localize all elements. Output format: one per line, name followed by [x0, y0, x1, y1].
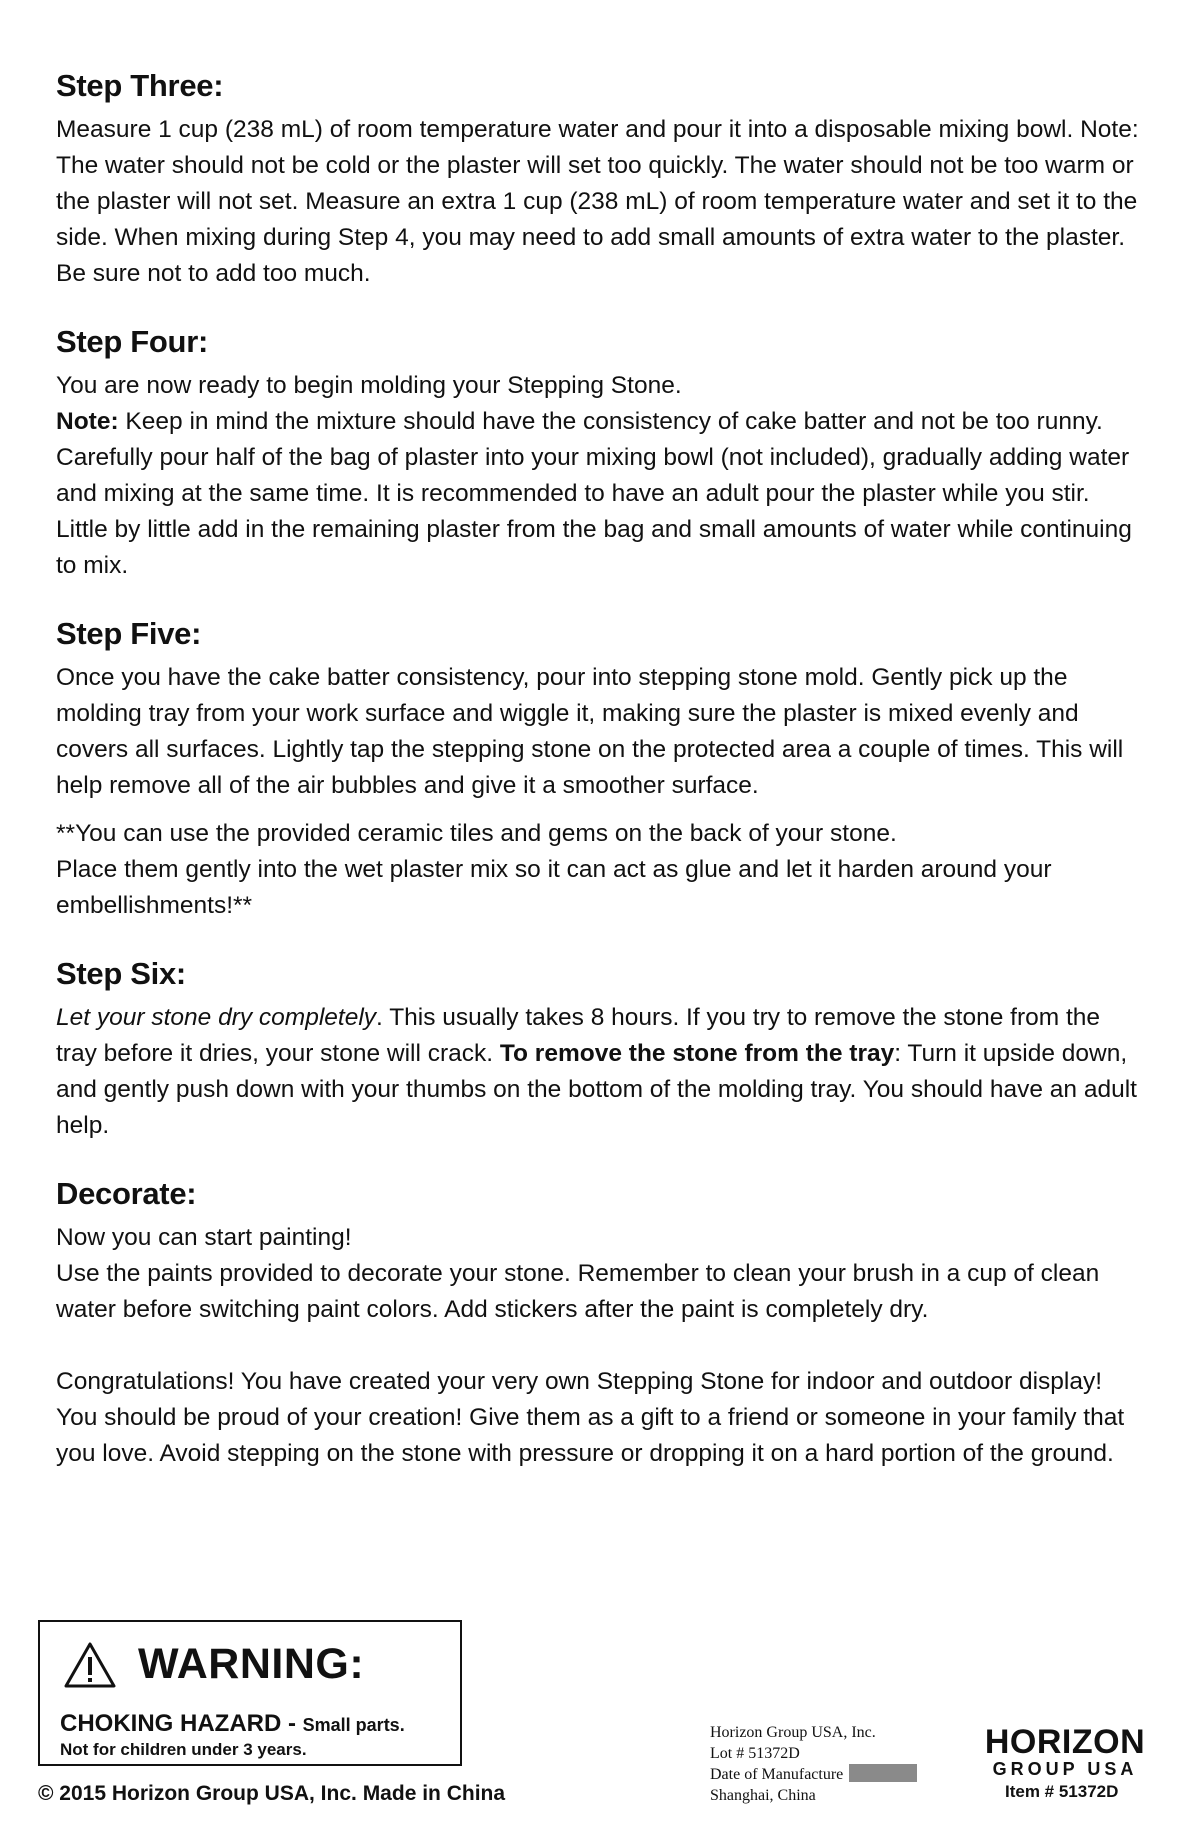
mfr-company: Horizon Group USA, Inc.	[710, 1724, 876, 1741]
decorate-line-1: Now you can start painting!	[56, 1224, 352, 1251]
warning-header	[64, 1640, 364, 1689]
step-five-tip-2: Place them gently into the wet plaster mix so it can act as glue and let it harden around your embellishments!**	[56, 856, 1052, 919]
step-six-text-1: . This usually takes 8 hours. If you try to remove the stone from the tray before it dries, your stone will crack.	[56, 1004, 1101, 1067]
item-number: Item # 51372D	[1005, 1782, 1119, 1801]
step-five-heading: Step Five:	[56, 616, 202, 651]
step-three-section	[56, 66, 1146, 292]
mfr-date-label: Date of Manufacture	[710, 1766, 844, 1783]
step-four-intro: You are now ready to begin molding your Stepping Stone.	[56, 372, 682, 399]
step-five-section	[56, 614, 1146, 924]
mfr-date-row	[710, 1764, 917, 1785]
warning-triangle-icon	[64, 1641, 116, 1689]
note-text: Keep in mind the mixture should have the consistency of cake batter and not be too runny. Carefully pour half of the bag of plaster into your mixing bowl (not included), gradually adding water and mixing at the same time. It is recommended to have an adult pour the plaster while you stir. Little by little add in the remaining plaster from the bag and small amounts of water while continuing to mix.	[56, 408, 1132, 579]
age-warning: Not for children under 3 years.	[60, 1740, 307, 1759]
step-four-heading: Step Four:	[56, 324, 208, 359]
mfr-lot: Lot # 51372D	[710, 1745, 800, 1762]
hazard-text: CHOKING HAZARD -	[60, 1710, 303, 1737]
decorate-heading: Decorate:	[56, 1176, 197, 1211]
decorate-section	[56, 1174, 1146, 1472]
step-four-section	[56, 322, 1146, 584]
logo-main-text: HORIZON	[984, 1723, 1146, 1761]
redacted-date	[849, 1764, 917, 1782]
choking-warning-box	[38, 1620, 462, 1766]
step-five-tip-1: **You can use the provided ceramic tiles and gems on the back of your stone.	[56, 820, 897, 847]
step-six-body	[56, 1000, 1146, 1144]
logo-sub-text: GROUP USA	[992, 1759, 1138, 1779]
step-five-body: Once you have the cake batter consistency, pour into stepping stone mold. Gently pick up the molding tray from your work surface and wiggle it, making sure the plaster is mixed evenly and covers all surfaces. Lightly tap the stepping stone on the protected area a couple of times. This will help remove all of the air bubbles and give it a smoother surface.	[56, 664, 1124, 799]
step-six-text-2: : Turn it upside down, and gently push down with your thumbs on the bottom of the molding tray. You should have an adult help.	[56, 1040, 1137, 1139]
decorate-line-2: Use the paints provided to decorate your stone. Remember to clean your brush in a cup of clean water before switching paint colors. Add stickers after the paint is completely dry.	[56, 1260, 1100, 1323]
dry-emphasis: Let your stone dry completely	[56, 1004, 377, 1031]
manufacturer-info	[710, 1722, 917, 1806]
mfr-city: Shanghai, China	[710, 1787, 816, 1804]
step-three-body: Measure 1 cup (238 mL) of room temperature water and pour it into a disposable mixing bowl. Note: The water should not be cold or the plaster will set too quickly. The water should not be too warm or the plaster will not set. Measure an extra 1 cup (238 mL) of room temperature water and set it to the side. When mixing during Step 4, you may need to add small amounts of extra water to the plaster. Be sure not to add too much.	[56, 116, 1139, 287]
choking-hazard-line	[60, 1710, 405, 1738]
step-three-heading: Step Three:	[56, 68, 224, 103]
small-parts-text: Small parts.	[302, 1715, 405, 1735]
remove-emphasis: To remove the stone from the tray	[499, 1040, 895, 1067]
warning-title: WARNING:	[138, 1640, 365, 1688]
step-six-heading: Step Six:	[56, 956, 186, 991]
congratulations-text: Congratulations! You have created your very own Stepping Stone for indoor and outdoor display! You should be proud of your creation! Give them as a gift to a friend or someone in your family that you love. Avoid stepping on the stone with pressure or dropping it on a hard portion of the ground.	[56, 1368, 1125, 1467]
step-four-note	[56, 404, 1146, 584]
horizon-logo	[975, 1725, 1155, 1779]
step-six-section	[56, 954, 1146, 1144]
note-label: Note:	[56, 408, 119, 435]
copyright-notice: © 2015 Horizon Group USA, Inc. Made in China	[38, 1782, 506, 1805]
instructions-page	[56, 66, 1146, 1502]
